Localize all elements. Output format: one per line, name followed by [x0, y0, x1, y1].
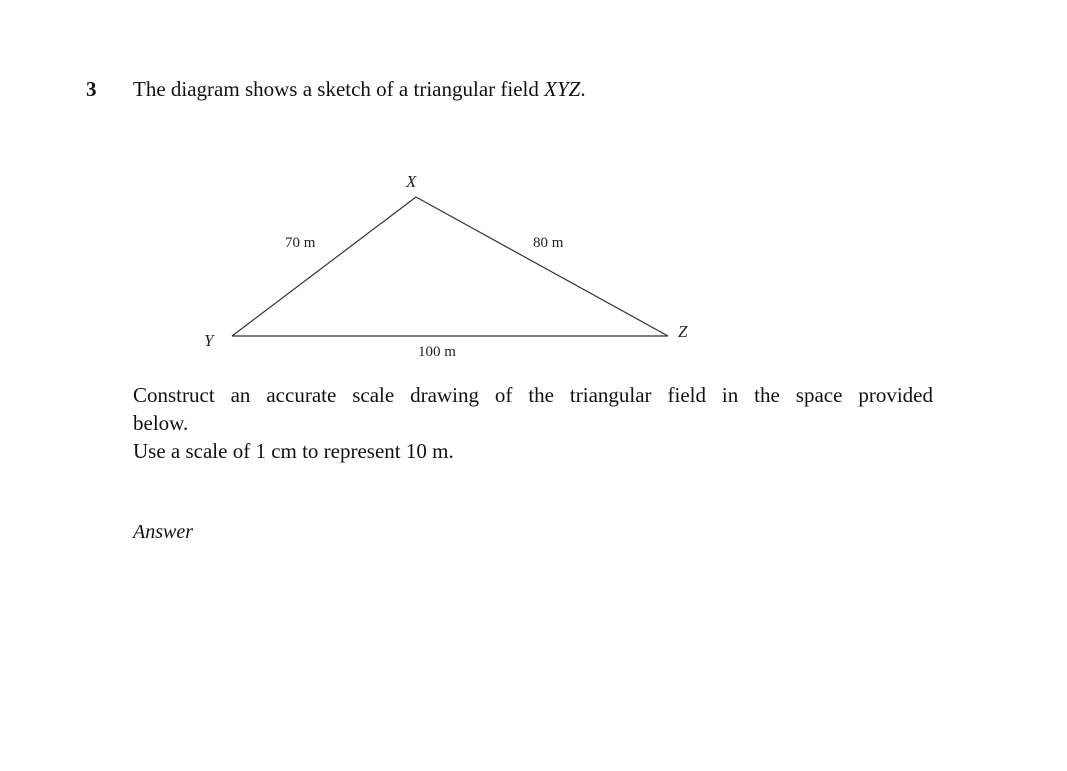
instructions [133, 381, 933, 465]
question-number: 3 [86, 77, 97, 101]
instruction-line-1: Construct an accurate scale drawing of the triangular field in the space provided [133, 383, 933, 407]
question-intro-text: The diagram shows a sketch of a triangular field [133, 77, 545, 101]
side-xz [416, 197, 668, 336]
side-label-xy: 70 m [285, 235, 316, 251]
side-xy [232, 197, 416, 336]
side-label-yz: 100 m [418, 344, 456, 360]
side-label-xz: 80 m [533, 235, 564, 251]
answer-label: Answer [133, 521, 193, 543]
instruction-line-2: below. [133, 411, 189, 435]
instruction-line-3: Use a scale of 1 cm to represent 10 m. [133, 439, 454, 463]
vertex-label-x: X [406, 172, 417, 191]
vertex-label-z: Z [678, 322, 688, 341]
question-intro-end: . [580, 77, 586, 101]
vertex-label-y: Y [204, 331, 214, 350]
field-name: XYZ [544, 77, 581, 101]
